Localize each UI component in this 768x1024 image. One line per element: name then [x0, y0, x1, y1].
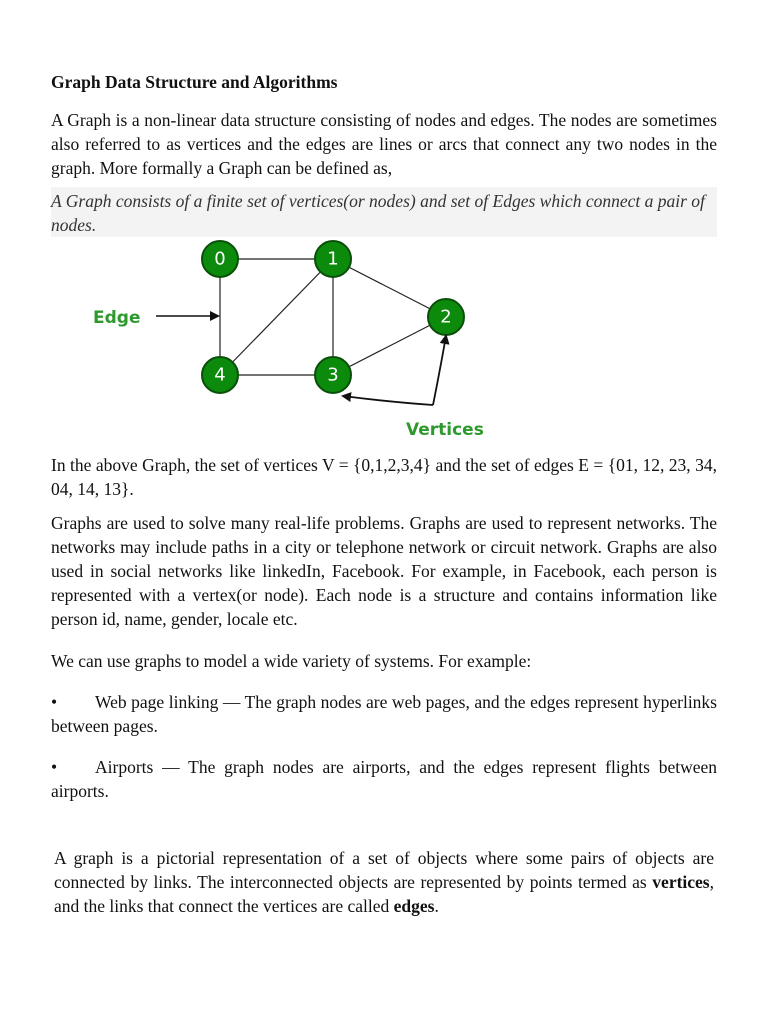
- closing-paragraph: [54, 846, 714, 918]
- bullet-text: Airports — The graph nodes are airports, and the edges represent flights between airports.: [51, 757, 717, 801]
- node-1: [315, 241, 351, 277]
- node-3-label: 3: [327, 364, 339, 386]
- edge-callout-label: Edge: [93, 308, 141, 328]
- vertices-callout-label: Vertices: [406, 420, 484, 440]
- closing-text-2: , and the links that connect the vertices are called: [54, 872, 714, 916]
- node-0-label: 0: [214, 248, 226, 270]
- node-3: [315, 357, 351, 393]
- bullet-marker: •: [51, 692, 58, 712]
- closing-text-1: A graph is a pictorial representation of a set of objects where some pairs of objects are connected by links. The interconnected objects are represented by points termed as: [54, 848, 714, 892]
- list-item: [51, 690, 717, 738]
- node-2-label: 2: [440, 306, 452, 328]
- definition-quote: A Graph consists of a finite set of vertices(or nodes) and set of Edges which connect a pair of nodes.: [51, 187, 717, 237]
- edge-14: [220, 259, 333, 375]
- bullet-text: Web page linking — The graph nodes are web pages, and the edges represent hyperlinks between pages.: [51, 692, 717, 736]
- edge-23: [333, 317, 446, 375]
- node-4-label: 4: [214, 364, 226, 386]
- vertices-callout-arrow-left: [343, 396, 433, 405]
- page-title: Graph Data Structure and Algorithms: [51, 72, 338, 92]
- list-item: [51, 755, 717, 803]
- uses-paragraph: Graphs are used to solve many real-life problems. Graphs are used to represent networks. The networks may include paths in a city or telephone network or circuit network. Graphs are also used in social networks like linkedIn, Facebook. For example, in Facebook, each person is represented with a vertex(or node). Each node is a structure and contains information like person id, name, gender, locale etc.: [51, 513, 717, 629]
- bullet-marker: •: [51, 757, 58, 777]
- node-1-label: 1: [327, 248, 339, 270]
- model-paragraph: We can use graphs to model a wide variety of systems. For example:: [51, 651, 532, 671]
- graph-diagram: [0, 0, 768, 450]
- edges-term: edges: [393, 896, 435, 916]
- closing-text-3: .: [434, 896, 439, 916]
- node-4: [202, 357, 238, 393]
- node-2: [428, 299, 464, 335]
- sets-paragraph: In the above Graph, the set of vertices V = {0,1,2,3,4} and the set of edges E = {01, 12, 23, 34, 04, 14, 13}.: [51, 455, 717, 499]
- edge-12: [333, 259, 446, 317]
- vertices-term: vertices: [652, 872, 710, 892]
- node-0: [202, 241, 238, 277]
- intro-paragraph: A Graph is a non-linear data structure consisting of nodes and edges. The nodes are sometimes also referred to as vertices and the edges are lines or arcs that connect any two nodes in the graph. More formally a Graph can be defined as,: [51, 110, 717, 178]
- vertices-callout-arrow: [433, 336, 446, 405]
